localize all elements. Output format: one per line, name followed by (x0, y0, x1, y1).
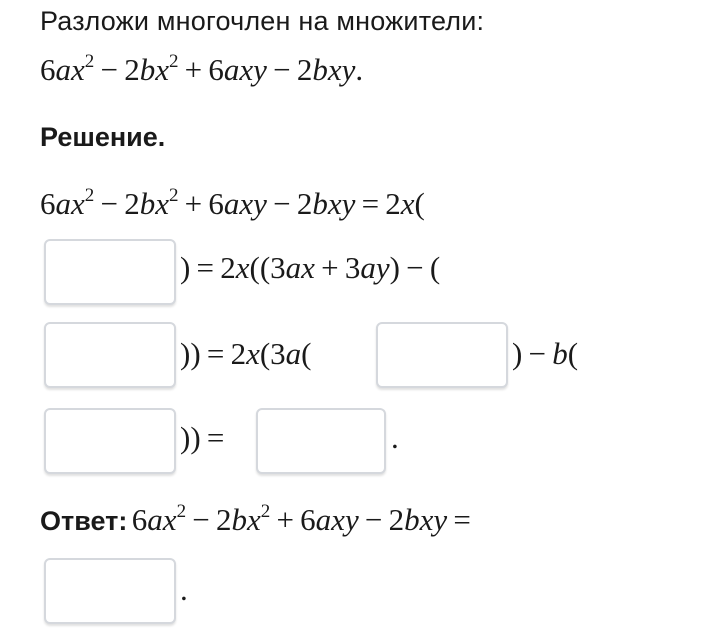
task-expression: $6ax^2 - 2bx^2 + 6axy - 2bxy$. (40, 51, 364, 87)
solution-line-1: $6ax^2 - 2bx^2 + 6axy - 2bxy = 2x$( (40, 185, 425, 221)
answer-trailing-dot: . (180, 572, 188, 607)
solution-line-6: . (391, 420, 399, 455)
answer-input-1[interactable] (44, 239, 176, 305)
answer-expression: $6ax^2 - 2bx^2 + 6axy - 2bxy$ = (131, 501, 471, 537)
answer-label: Ответ: (40, 506, 128, 536)
solution-line-3: )) = 2x(3a( (180, 336, 312, 371)
answer-input-3[interactable] (376, 322, 508, 388)
answer-input-5[interactable] (256, 408, 386, 474)
solution-line-2: ) = 2x((3ax + 3ay) − ( (180, 250, 441, 285)
task-title: Разложи многочлен на множители: (40, 6, 485, 36)
answer-line (40, 502, 471, 538)
answer-input-4[interactable] (44, 408, 176, 474)
solution-line-5: )) = (180, 420, 225, 455)
solution-heading: Решение. (40, 122, 166, 152)
solution-line-4: ) − b( (512, 336, 579, 371)
answer-input-6[interactable] (44, 558, 176, 624)
answer-input-2[interactable] (44, 322, 176, 388)
